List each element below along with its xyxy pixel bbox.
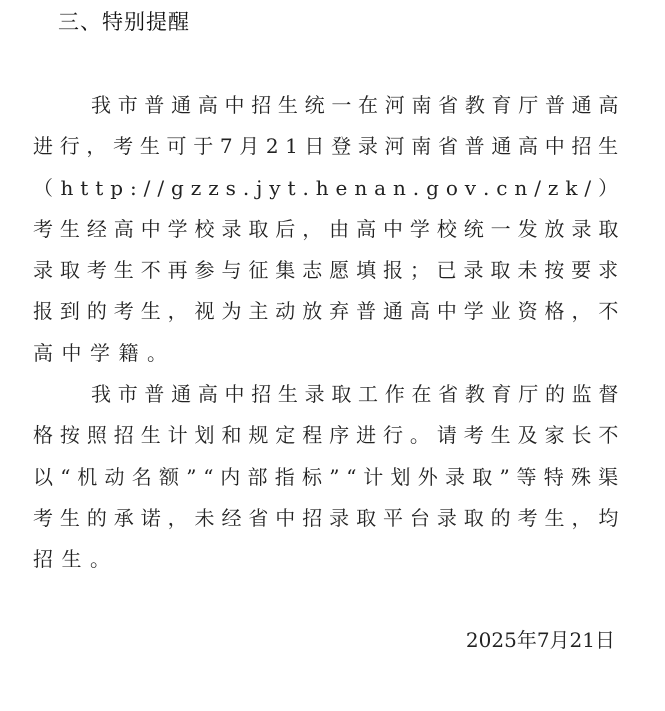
document-body bbox=[33, 85, 618, 581]
paragraph-2 bbox=[33, 374, 618, 580]
text-line: 录 取 考 生 不 再 参 与 征 集 志 愿 填 报 ； 已 录 取 未 按 要 求 bbox=[33, 258, 618, 283]
text-line: 考 生 的 承 诺 ， 未 经 省 中 招 录 取 平 台 录 取 的 考 生 ， 均 bbox=[33, 505, 618, 530]
text-line: 高中学籍。 bbox=[33, 340, 176, 365]
text-line: 考 生 经 高 中 学 校 录 取 后 ， 由 高 中 学 校 统 一 发 放 录 取 bbox=[33, 216, 618, 241]
text-line: 我 市 普 通 高 中 招 生 录 取 工 作 在 省 教 育 厅 的 监 督 bbox=[91, 382, 618, 407]
text-line: 招生。 bbox=[33, 547, 119, 572]
text-line: 我 市 普 通 高 中 招 生 统 一 在 河 南 省 教 育 厅 普 通 高 bbox=[91, 93, 618, 117]
paragraph-1 bbox=[33, 85, 618, 374]
document-date: 2025年7月21日 bbox=[465, 628, 615, 652]
text-line: 进 行 ， 考 生 可 于 7 月 2 1 日 登 录 河 南 省 普 通 高 中 招 生 bbox=[33, 134, 618, 159]
text-line: 报 到 的 考 生 ， 视 为 主 动 放 弃 普 通 高 中 学 业 资 格 ， 不 bbox=[33, 299, 618, 324]
section-heading: 三、特别提醒 bbox=[58, 10, 190, 34]
text-line: 以 “ 机 动 名 额 ” “ 内 部 指 标 ” “ 计 划 外 录 取 ” 等 特 殊 渠 bbox=[33, 464, 618, 489]
text-line: （ h t t p : / / g z z s . j y t . h e n a n . g o v . c n / z k / ） bbox=[33, 175, 618, 200]
text-line: 格 按 照 招 生 计 划 和 规 定 程 序 进 行 。 请 考 生 及 家 长 不 bbox=[33, 423, 618, 448]
